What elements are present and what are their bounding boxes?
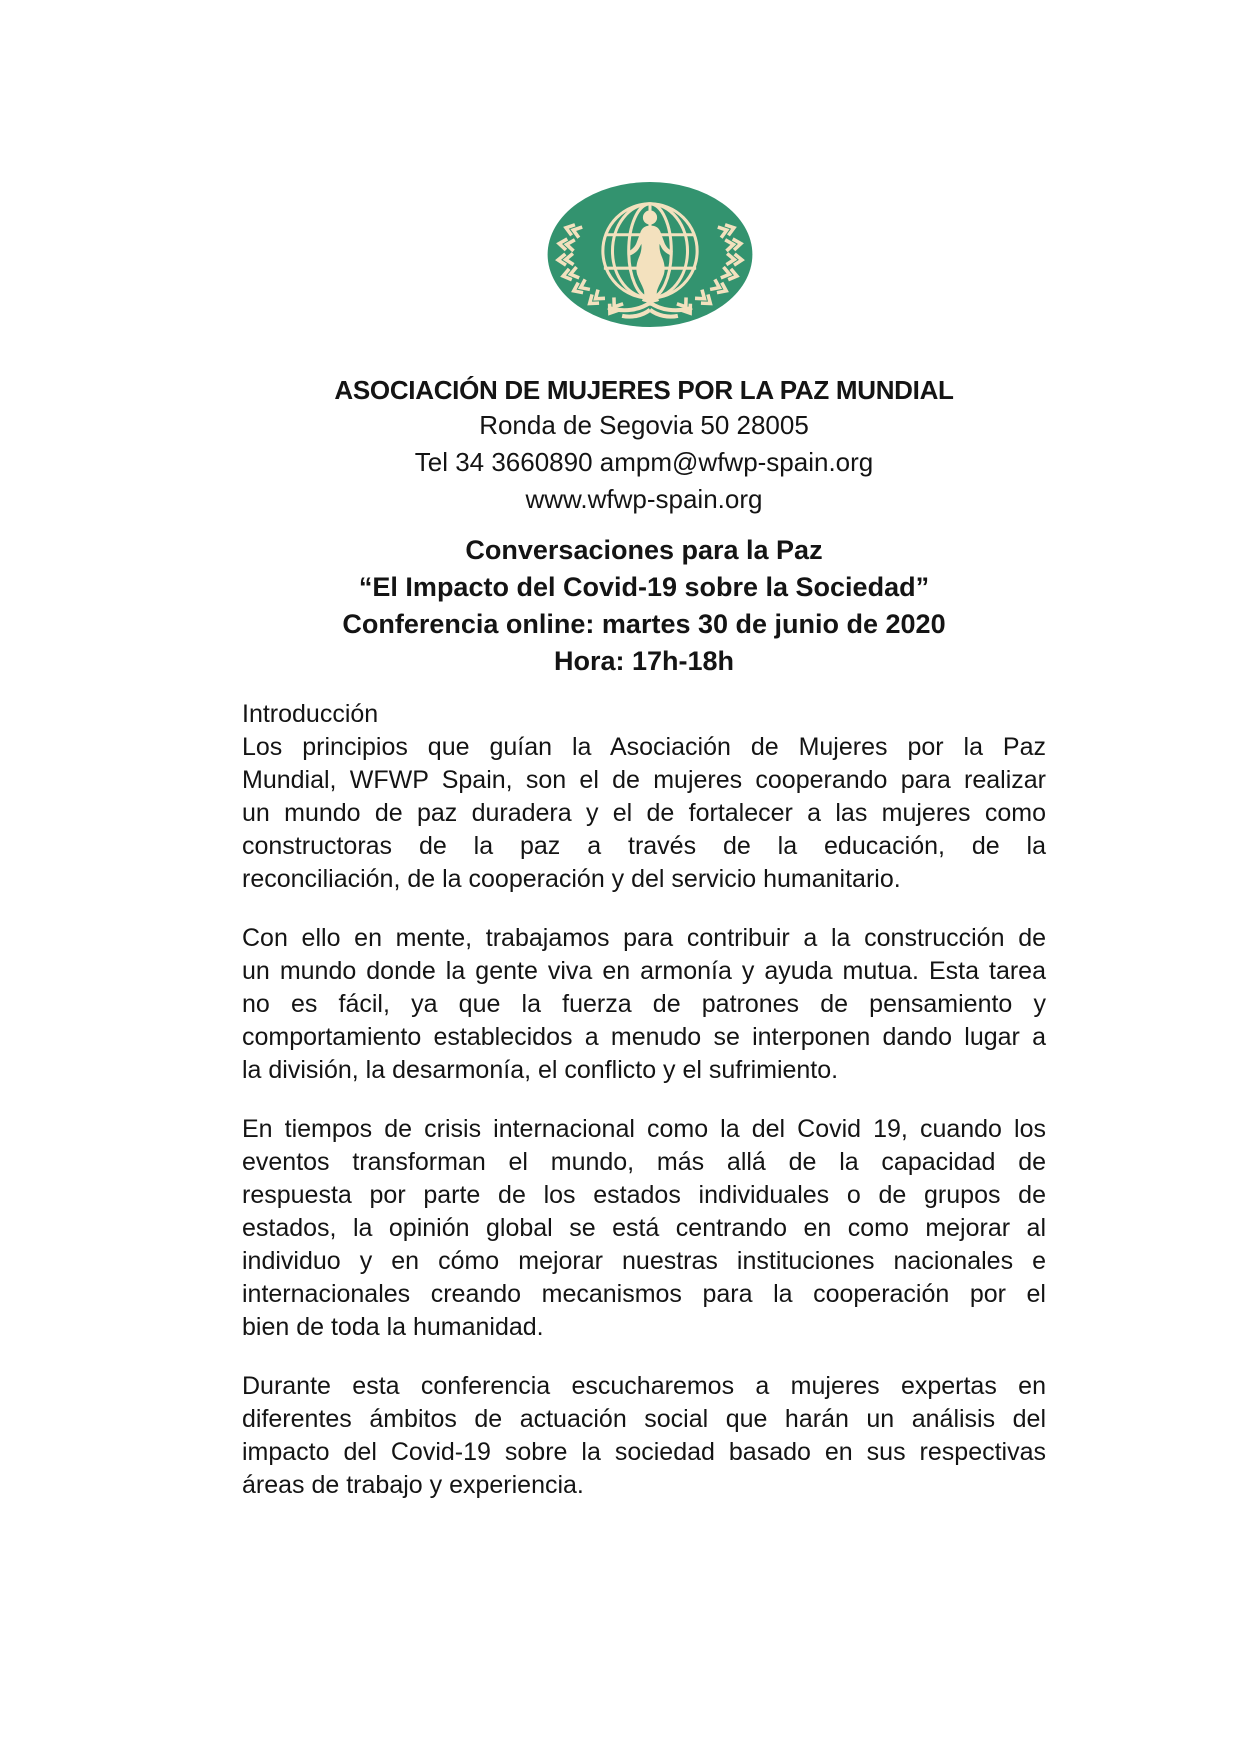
wfwp-logo-icon [546, 181, 754, 328]
text-line: Durante esta conferencia escucharemos a mujeres expertas en [242, 1372, 1046, 1400]
text-line: un mundo donde la gente viva en armonía y ayuda mutua. Esta tarea [242, 957, 1046, 985]
text-line: no es fácil, ya que la fuerza de patrones de pensamiento y [242, 990, 1046, 1018]
section-heading-introduccion: Introducción [242, 700, 379, 728]
paragraph [242, 1370, 1046, 1502]
text-line: En tiempos de crisis internacional como la del Covid 19, cuando los [242, 1115, 1046, 1143]
text-line: impacto del Covid-19 sobre la sociedad basado en sus respectivas [242, 1438, 1046, 1466]
text-line: Mundial, WFWP Spain, son el de mujeres cooperando para realizar [242, 766, 1046, 794]
event-date: Conferencia online: martes 30 de junio de 2020 [342, 609, 946, 639]
paragraph [242, 731, 1046, 896]
paragraphs [242, 731, 1046, 1502]
text-line: respuesta por parte de los estados individuales o de grupos de [242, 1181, 1046, 1209]
event-title: Conversaciones para la Paz [465, 535, 823, 565]
paragraph [242, 922, 1046, 1087]
org-address: Ronda de Segovia 50 28005 [479, 410, 809, 440]
text-line: un mundo de paz duradera y el de fortalecer a las mujeres como [242, 799, 1046, 827]
org-phone-email: Tel 34 3660890 ampm@wfwp-spain.org [414, 447, 874, 477]
event-time: Hora: 17h-18h [553, 646, 735, 676]
text-line: reconciliación, de la cooperación y del servicio humanitario. [242, 865, 901, 893]
text-line: áreas de trabajo y experiencia. [242, 1471, 584, 1499]
text-line: comportamiento establecidos a menudo se interponen dando lugar a [242, 1023, 1046, 1051]
text-line: individuo y en cómo mejorar nuestras instituciones nacionales e [242, 1247, 1046, 1275]
text-line: estados, la opinión global se está centrando en como mejorar al [242, 1214, 1046, 1242]
content-column [242, 0, 1046, 1502]
paragraph [242, 1113, 1046, 1344]
org-website: www.wfwp-spain.org [525, 484, 763, 514]
logo-container [242, 181, 1046, 333]
text-line: internacionales creando mecanismos para la cooperación por el [242, 1280, 1046, 1308]
text-line: Con ello en mente, trabajamos para contribuir a la construcción de [242, 924, 1046, 952]
event-subtitle: “El Impacto del Covid-19 sobre la Sociedad” [358, 572, 930, 602]
event-header [242, 532, 1046, 680]
text-line: bien de toda la humanidad. [242, 1313, 544, 1341]
text-line: eventos transforman el mundo, más allá de la capacidad de [242, 1148, 1046, 1176]
text-line: Los principios que guían la Asociación de Mujeres por la Paz [242, 733, 1046, 761]
body-text [242, 698, 1046, 1502]
text-line: diferentes ámbitos de actuación social que harán un análisis del [242, 1405, 1046, 1433]
text-line: la división, la desarmonía, el conflicto y el sufrimiento. [242, 1056, 839, 1084]
text-line: constructoras de la paz a través de la educación, de la [242, 832, 1046, 860]
org-name: ASOCIACIÓN DE MUJERES POR LA PAZ MUNDIAL [334, 375, 954, 405]
